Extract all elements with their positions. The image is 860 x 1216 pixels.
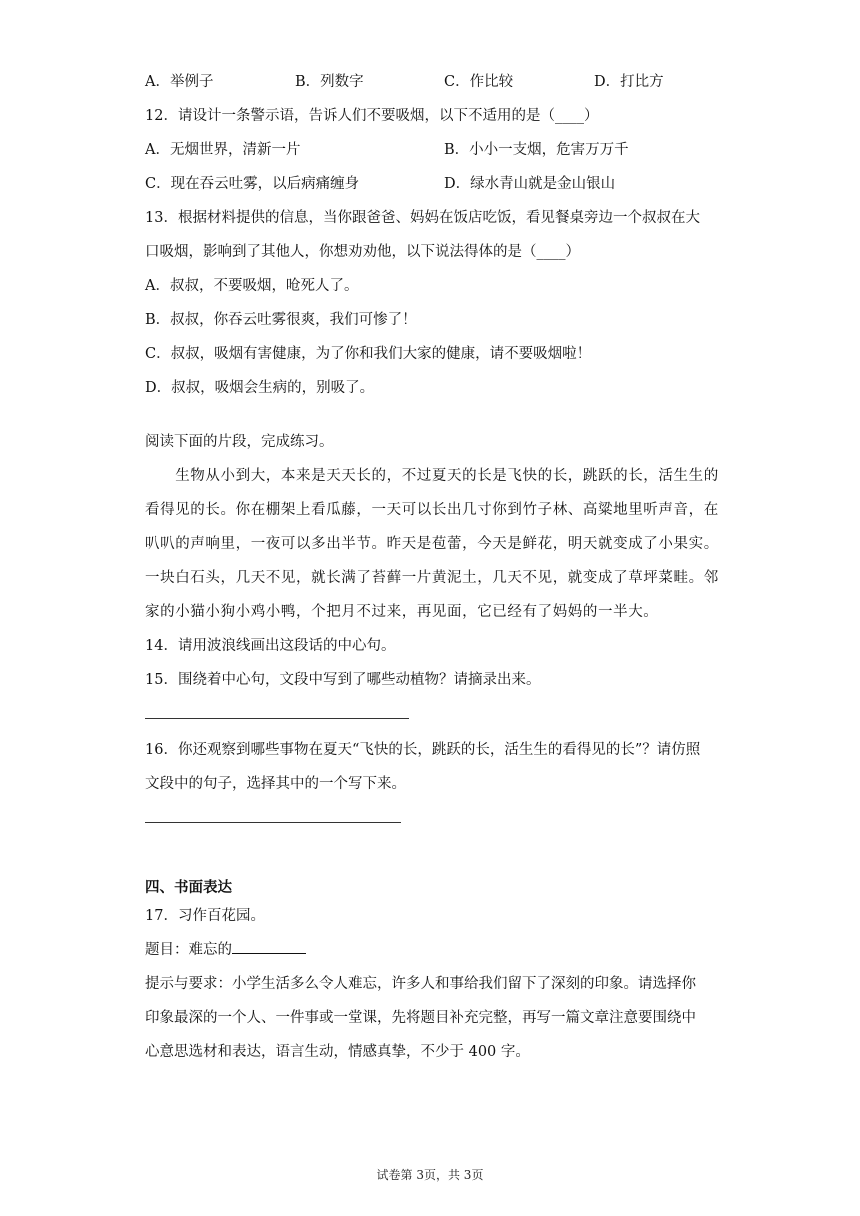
q13-stem-line2: 口吸烟，影响到了其他人，你想劝劝他，以下说法得体的是（____）: [145, 244, 580, 260]
q11-option-b: B．列数字: [295, 74, 364, 90]
requirement-line1: 提示与要求：小学生活多么令人难忘，许多人和事给我们留下了深刻的印象。请选择你: [145, 976, 696, 992]
topic-line: [145, 940, 306, 960]
q13-stem-line1: 13．根据材料提供的信息，当你跟爸爸、妈妈在饭店吃饭，看见餐桌旁边一个叔叔在大: [145, 210, 700, 226]
q13-option-d: D．叔叔，吸烟会生病的，别吸了。: [145, 380, 375, 396]
q13-option-c: C．叔叔，吸烟有害健康，为了你和我们大家的健康，请不要吸烟啦！: [145, 346, 592, 362]
requirement-line2: 印象最深的一个人、一件事或一堂课，先将题目补充完整，再写一篇文章注意要围绕中: [145, 1010, 696, 1026]
q16-stem-line2: 文段中的句子，选择其中的一个写下来。: [145, 776, 406, 792]
q12-stem: 12．请设计一条警示语，告诉人们不要吸烟，以下不适用的是（____）: [145, 108, 599, 124]
q15-answer-line[interactable]: [145, 718, 409, 719]
q16-answer-line[interactable]: [145, 822, 401, 823]
q12-option-a: A．无烟世界，清新一片: [145, 142, 301, 158]
passage-line: 生物从小到大，本来是天天长的，不过夏天的长是飞快的长，跳跃的长，活生生的: [145, 468, 719, 484]
page-footer: 试卷第 3页，共 3页: [376, 1168, 484, 1182]
q17-stem: 17．习作百花园。: [145, 908, 265, 924]
topic-label: 题目：难忘的: [145, 942, 232, 958]
passage-line: 一块白石头，几天不见，就长满了苔藓一片黄泥土，几天不见，就变成了草坪菜畦。邻: [145, 570, 719, 586]
reading-intro: 阅读下面的片段，完成练习。: [145, 434, 334, 450]
passage-line: 家的小猫小狗小鸡小鸭，个把月不过来，再见面，它已经有了妈妈的一半大。: [145, 604, 659, 620]
passage-line: 叭叭的声响里，一夜可以多出半节。昨天是苞蕾，今天是鲜花，明天就变成了小果实。: [145, 536, 719, 552]
q16-stem-line1: 16．你还观察到哪些事物在夏天“飞快的长，跳跃的长，活生生的看得见的长”？请仿照: [145, 742, 701, 758]
topic-blank[interactable]: [232, 953, 306, 954]
q11-option-d: D．打比方: [594, 74, 664, 90]
requirement-line3: 心意思选材和表达，语言生动，情感真挚，不少于 400 字。: [145, 1044, 530, 1060]
q12-option-b: B．小小一支烟，危害万万千: [444, 142, 629, 158]
passage-line: 看得见的长。你在棚架上看瓜藤，一天可以长出几寸你到竹子林、高粱地里听声音，在: [145, 502, 719, 518]
q11-option-a: A．举例子: [145, 74, 214, 90]
section-title-writing: 四、书面表达: [145, 879, 232, 896]
q15-stem: 15．围绕着中心句，文段中写到了哪些动植物？请摘录出来。: [145, 672, 541, 688]
q14-stem: 14．请用波浪线画出这段话的中心句。: [145, 638, 396, 654]
q12-option-c: C．现在吞云吐雾，以后病痛缠身: [145, 176, 360, 192]
q13-option-b: B．叔叔，你吞云吐雾很爽，我们可惨了！: [145, 312, 417, 328]
q11-option-c: C．作比较: [444, 74, 514, 90]
q12-option-d: D．绿水青山就是金山银山: [444, 176, 616, 192]
q13-option-a: A．叔叔，不要吸烟，呛死人了。: [145, 278, 359, 294]
